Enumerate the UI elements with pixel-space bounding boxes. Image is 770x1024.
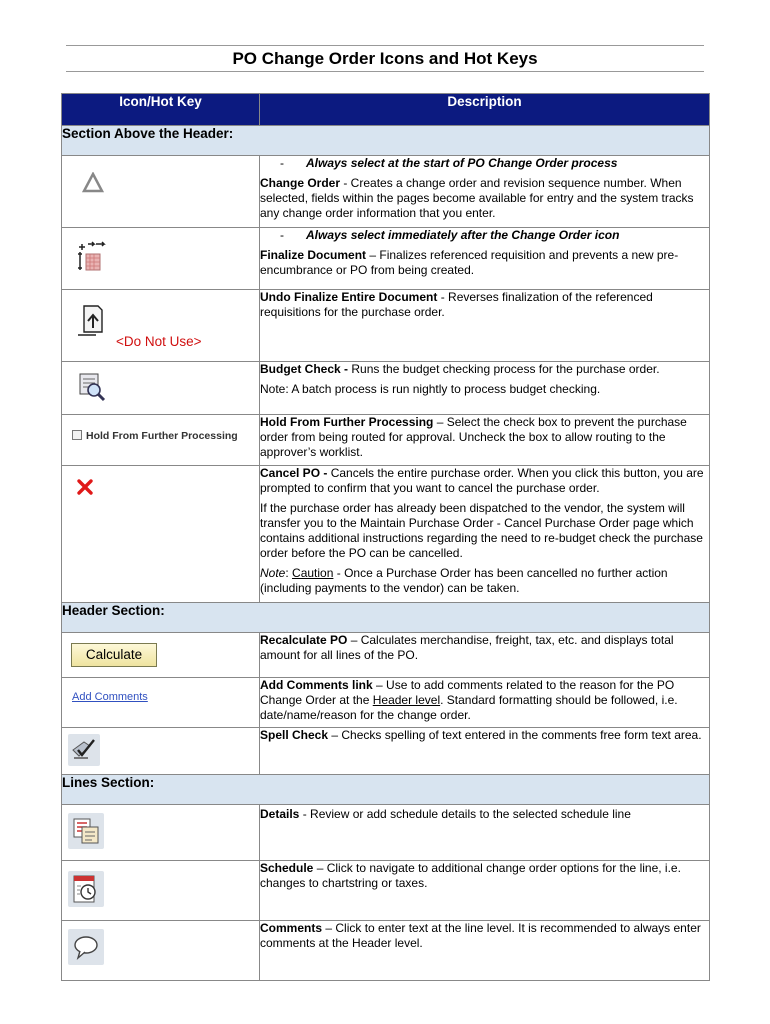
- comments-icon[interactable]: [68, 929, 104, 965]
- cancel-title: Cancel PO -: [260, 466, 328, 480]
- description-cell: [260, 415, 710, 466]
- table-row: [62, 228, 710, 290]
- description-cell: [260, 921, 710, 981]
- budget-check-icon[interactable]: [78, 372, 106, 402]
- description-cell: [260, 633, 710, 678]
- schedule-icon[interactable]: [68, 871, 104, 907]
- table-row: [62, 156, 710, 228]
- icon-cell: [62, 921, 260, 981]
- undo-finalize-text: - Reverses finalization of the referenced requisitions for the purchase order.: [260, 290, 653, 319]
- icon-cell: [62, 728, 260, 775]
- table-row: [62, 678, 710, 728]
- cancel-caution: Caution: [292, 566, 334, 580]
- table-row: [62, 633, 710, 678]
- add-comments-title: Add Comments link: [260, 678, 373, 692]
- section-row: [62, 126, 710, 156]
- icon-cell: [62, 466, 260, 603]
- add-comments-text1: – Use to add comments related to the reason for the PO Change Order at the: [260, 678, 675, 707]
- finalize-title: Finalize Document: [260, 248, 367, 262]
- table-row: [62, 921, 710, 981]
- table-header-row: [62, 94, 710, 126]
- icon-cell: [62, 633, 260, 678]
- checkbox-icon[interactable]: [72, 430, 82, 440]
- description-cell: - Always select at the start of PO Change Order process Change Order - Creates a change order and revision sequence number. When selected, fields within the pages become available for entry and the system tracks any change order information that you enter.: [260, 156, 710, 228]
- budget-check-note: Note: A batch process is run nightly to process budget checking.: [260, 382, 601, 396]
- description-cell: - Always select immediately after the Change Order icon Finalize Document – Finalizes referenced requisition and prevents a new pre-encumbrance or PO from being created.: [260, 228, 710, 290]
- budget-check-text: Runs the budget checking process for the purchase order.: [348, 362, 660, 376]
- hold-checkbox[interactable]: [72, 429, 238, 444]
- section-row: [62, 775, 710, 805]
- details-title: Details: [260, 807, 300, 821]
- description-cell: [260, 805, 710, 861]
- table-row: [62, 290, 710, 362]
- table-row: [62, 728, 710, 775]
- undo-finalize-title: Undo Finalize Entire Document: [260, 290, 438, 304]
- cancel-para2: If the purchase order has already been dispatched to the vendor, the system will transfer you to the Maintain Purchase Order - Cancel Purchase Order page which contains additional instructions regarding the need to re-budget check the purchase order before the PO can be cancelled.: [260, 501, 703, 560]
- icon-cell: [62, 805, 260, 861]
- add-comments-link[interactable]: Add Comments: [72, 691, 148, 703]
- hold-title: Hold From Further Processing: [260, 415, 434, 429]
- top-rule: [66, 45, 704, 46]
- change-order-title: Change Order: [260, 176, 341, 190]
- icon-cell: [62, 362, 260, 415]
- description-cell: Cancel PO - Cancels the entire purchase order. When you click this button, you are prompted to confirm that you want to cancel the purchase order. If the purchase order has already been dispatched to the vendor, the system will transfer you to the Maintain Purchase Order - Cancel Purchase Order page which contains additional instructions regarding the need to re-budget check the purchase order before the PO can be cancelled. Note: Caution - Once a Purchase Order has been cancelled no further action (including payments to the vendor) can be taken.: [260, 466, 710, 603]
- icon-cell: [62, 415, 260, 466]
- description-cell: [260, 362, 710, 415]
- do-not-use-warning: <Do Not Use>: [116, 334, 202, 349]
- section-header: Header Section:: [62, 603, 710, 633]
- icon-cell: [62, 156, 260, 228]
- spell-check-text: – Checks spelling of text entered in the comments free form text area.: [328, 728, 702, 742]
- title-rule: [66, 71, 704, 72]
- section-row: [62, 603, 710, 633]
- spell-check-icon[interactable]: [68, 734, 100, 766]
- table-row: [62, 415, 710, 466]
- undo-finalize-icon[interactable]: [76, 304, 106, 338]
- table-row: [62, 362, 710, 415]
- details-text: - Review or add schedule details to the selected schedule line: [299, 807, 631, 821]
- description-cell: [260, 290, 710, 362]
- section-lines: Lines Section:: [62, 775, 710, 805]
- column-header-description: Description: [260, 94, 710, 126]
- page-title: PO Change Order Icons and Hot Keys: [232, 49, 538, 68]
- finalize-text: – Finalizes referenced requisition and prevents a new pre-encumbrance or PO from being created.: [260, 248, 679, 277]
- schedule-text: – Click to navigate to additional change order options for the line, i.e. changes to chartstring or taxes.: [260, 861, 681, 890]
- description-cell: [260, 861, 710, 921]
- change-order-icon[interactable]: [82, 172, 104, 194]
- icons-table: [61, 93, 710, 981]
- finalize-document-icon[interactable]: [76, 240, 108, 272]
- change-order-note: Always select at the start of PO Change Order process: [306, 156, 618, 170]
- details-icon[interactable]: [68, 813, 104, 849]
- cancel-text: Cancels the entire purchase order. When you click this button, you are prompted to confirm that you want to cancel the purchase order.: [260, 466, 704, 495]
- comments-title: Comments: [260, 921, 323, 935]
- description-cell: [260, 728, 710, 775]
- change-order-text: - Creates a change order and revision sequence number. When selected, fields within the pages become available for entry and the system tracks any change order information that you enter.: [260, 176, 694, 220]
- cancel-note-label: Note: [260, 566, 286, 580]
- spell-check-title: Spell Check: [260, 728, 329, 742]
- cancel-icon[interactable]: [76, 478, 94, 496]
- hold-checkbox-label: Hold From Further Processing: [86, 430, 238, 442]
- recalc-text: – Calculates merchandise, freight, tax, etc. and displays total amount for all lines of the PO.: [260, 633, 674, 662]
- finalize-note: Always select immediately after the Change Order icon: [306, 228, 620, 242]
- cancel-para3: - Once a Purchase Order has been cancelled no further action (including payments to the vendor) can be taken.: [260, 566, 668, 595]
- calculate-button[interactable]: Calculate: [71, 643, 157, 667]
- icon-cell: [62, 290, 260, 362]
- icon-cell: [62, 228, 260, 290]
- icon-cell: [62, 678, 260, 728]
- table-row: [62, 466, 710, 603]
- table-row: [62, 861, 710, 921]
- comments-text: – Click to enter text at the line level. It is recommended to always enter comments at the Header level.: [260, 921, 701, 950]
- column-header-icon: Icon/Hot Key: [62, 94, 260, 126]
- description-cell: [260, 678, 710, 728]
- section-above-header: Section Above the Header:: [62, 126, 710, 156]
- icon-cell: [62, 861, 260, 921]
- add-comments-header-level: Header level: [372, 693, 441, 707]
- recalc-title: Recalculate PO: [260, 633, 348, 647]
- schedule-title: Schedule: [260, 861, 314, 875]
- add-comments-text2: . Standard formatting should be followed, i.e. date/name/reason for the change order.: [260, 693, 678, 722]
- table-row: [62, 805, 710, 861]
- hold-text: – Select the check box to prevent the purchase order from being routed for approval. Uncheck the box to allow routing to the approver’s worklist.: [260, 415, 687, 459]
- budget-check-title: Budget Check -: [260, 362, 349, 376]
